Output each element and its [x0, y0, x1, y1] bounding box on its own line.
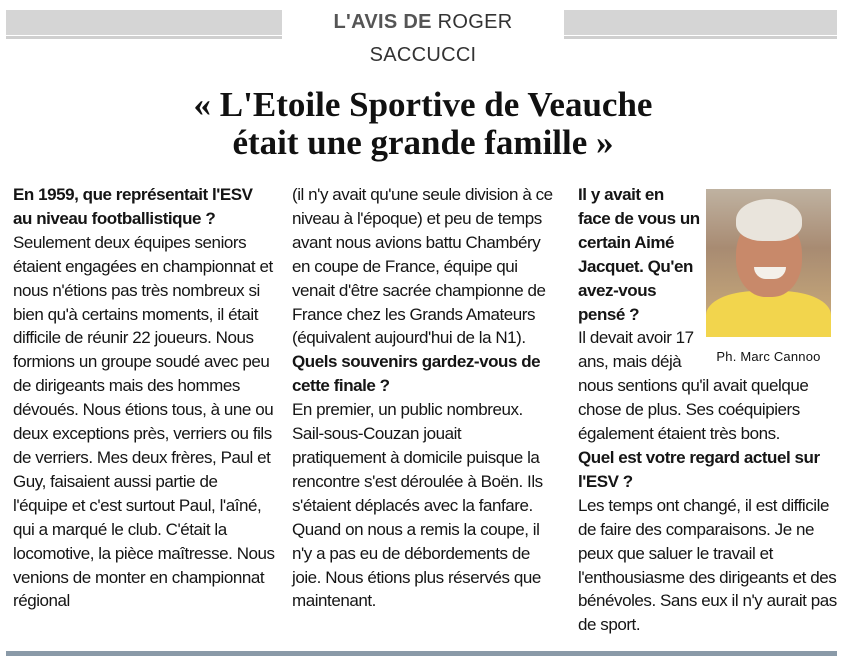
- headline-line-2: était une grande famille »: [232, 123, 614, 162]
- article-column-2: [292, 183, 558, 613]
- interview-answer: (il n'y avait qu'une seule division à ce niveau à l'époque) et peu de temps avant nous avions battu Chambéry en coupe de France, équipe qui venait d'être sacrée championne de France chez les Grands Amateurs (équivalent aujourd'hui de la N1).: [292, 185, 553, 348]
- interview-question: Quel est votre regard actuel sur l'ESV ?: [578, 447, 820, 491]
- article-headline: [40, 86, 806, 162]
- interview-question: Il y avait en face de vous un certain Aimé Jacquet. Qu'en avez-vous pensé ?: [578, 185, 700, 324]
- interview-answer: En premier, un public nombreux. Sail-sous-Couzan jouait pratiquement à domicile puisque la rencontre s'est déroulée à Boën. Ils s'étaient déplacés avec la fanfare. Quand on nous a remis la coupe, il n'y a pas eu de débordements de joie. Nous étions plus réservés que maintenant.: [292, 400, 543, 611]
- interview-question: En 1959, que représentait l'ESV au niveau footballistique ?: [13, 185, 253, 228]
- interview-answer: Seulement deux équipes seniors étaient engagées en championnat et nous n'étions pas très nombreux si bien qu'à certains moments, il était difficile de réunir 22 joueurs. Nous formions un groupe soudé avec peu de dirigeants mais des hommes dévoués. Nous étions tous, à une ou deux exceptions près, verriers ou fils de verriers. Mes deux frères, Paul et Guy, faisaient aussi partie de l'équipe et c'est surtout Paul, l'aîné, qui a marqué le club. C'était la locomotive, la pièce maîtresse. Nous venions de monter en championnat régional: [13, 232, 275, 611]
- rubric-label: [282, 6, 564, 66]
- portrait-photo: [706, 189, 831, 337]
- article-column-1: [13, 183, 275, 613]
- interview-answer-narrow: Il devait avoir 17 ans, mais déjà: [578, 328, 694, 372]
- photo-hair: [736, 199, 802, 241]
- photo-shirt: [706, 291, 831, 337]
- photo-caption: Ph. Marc Cannoo: [716, 349, 821, 364]
- rubric-author: ROGER SACCUCCI: [369, 11, 513, 66]
- interview-question: Quels souvenirs gardez-vous de cette finale ?: [292, 352, 541, 396]
- footer-rule: [6, 651, 837, 656]
- headline-line-1: « L'Etoile Sportive de Veauche: [193, 85, 653, 124]
- interview-answer: nous sentions qu'il avait quelque chose de plus. Ses coéquipiers également étaient très bons.: [578, 376, 809, 444]
- rubric-prefix: L'AVIS DE: [333, 11, 432, 33]
- interview-answer: Les temps ont changé, il est difficile de faire des comparaisons. Je ne peux que saluer le travail et l'enthousiasme des dirigeants et des bénévoles. Sans eux il n'y aurait pas de sport.: [578, 495, 837, 635]
